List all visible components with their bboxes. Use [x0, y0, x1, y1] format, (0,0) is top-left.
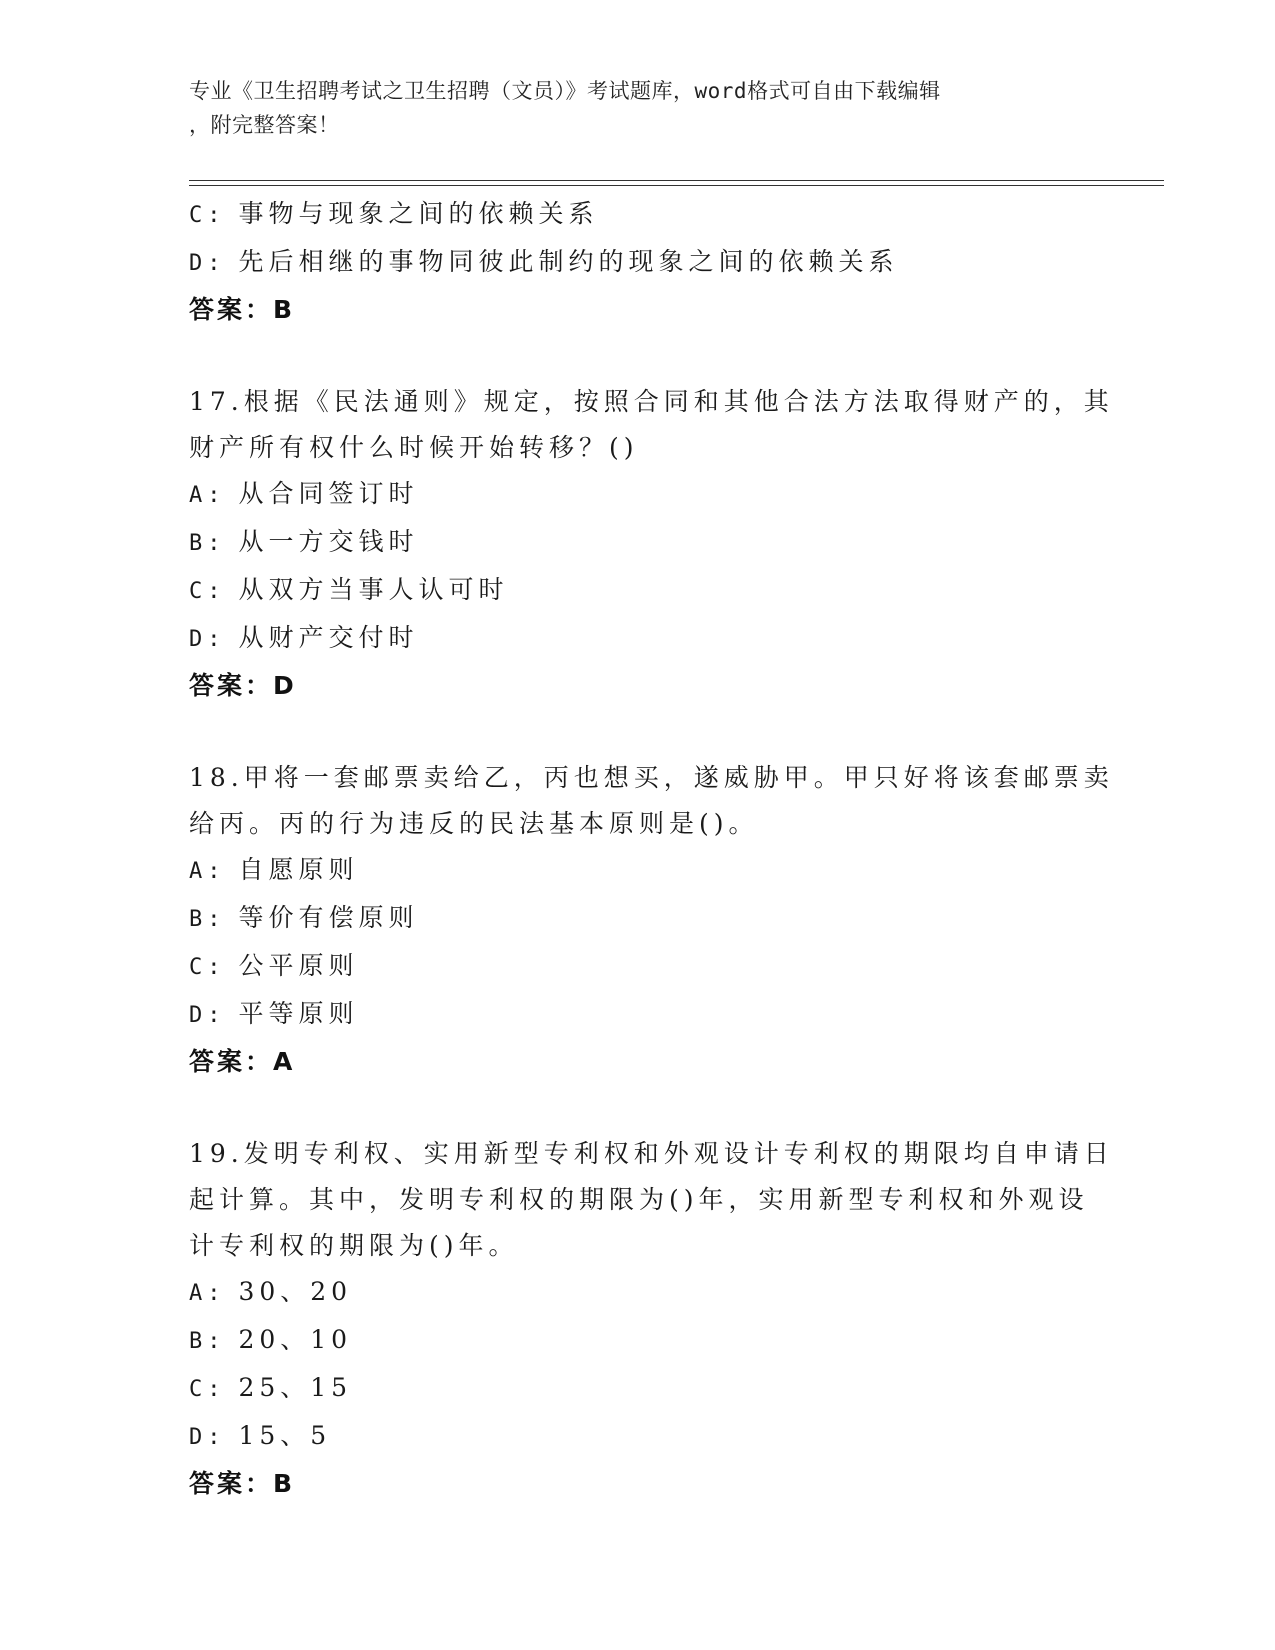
answer-line: 答案：A — [189, 1047, 296, 1076]
question-19 — [189, 1131, 1114, 1507]
option-d: D: 平等原则 — [189, 999, 359, 1028]
header-divider — [189, 180, 1164, 186]
option-a: A: 30、20 — [189, 1277, 353, 1306]
option-c: C: 从双方当事人认可时 — [189, 575, 509, 604]
option-b: B: 从一方交钱时 — [189, 527, 419, 556]
question-list — [189, 191, 1114, 1507]
question-18 — [189, 755, 1114, 1085]
option-a: A: 自愿原则 — [189, 855, 359, 884]
question-stem-line: 给丙。丙的行为违反的民法基本原则是()。 — [189, 809, 759, 838]
option-c: C: 事物与现象之间的依赖关系 — [189, 199, 599, 228]
option-c: C: 公平原则 — [189, 951, 359, 980]
answer-line: 答案：D — [189, 671, 297, 700]
question-stem-line: 17.根据《民法通则》规定，按照合同和其他合法方法取得财产的，其 — [189, 387, 1114, 416]
option-b: B: 20、10 — [189, 1325, 353, 1354]
option-b: B: 等价有偿原则 — [189, 903, 419, 932]
header-line-1: 专业《卫生招聘考试之卫生招聘（文员）》考试题库，word格式可自由下载编辑 — [189, 79, 941, 103]
question-stem-line: 18.甲将一套邮票卖给乙，丙也想买，遂威胁甲。甲只好将该套邮票卖 — [189, 763, 1114, 792]
document-header — [189, 74, 1069, 142]
question-stem-line: 财产所有权什么时候开始转移？() — [189, 433, 639, 462]
option-d: D: 先后相继的事物同彼此制约的现象之间的依赖关系 — [189, 247, 899, 276]
answer-line: 答案：B — [189, 1469, 296, 1498]
question-17 — [189, 379, 1114, 709]
answer-line: 答案：B — [189, 295, 296, 324]
option-d: D: 15、5 — [189, 1421, 332, 1450]
option-d: D: 从财产交付时 — [189, 623, 419, 652]
option-a: A: 从合同签订时 — [189, 479, 419, 508]
option-c: C: 25、15 — [189, 1373, 353, 1402]
question-16-continued — [189, 191, 1089, 333]
header-line-2: ，附完整答案！ — [189, 113, 340, 137]
question-stem-line: 19.发明专利权、实用新型专利权和外观设计专利权的期限均自申请日 — [189, 1139, 1114, 1168]
question-stem-line: 起计算。其中，发明专利权的期限为()年，实用新型专利权和外观设 — [189, 1185, 1089, 1214]
question-stem-line: 计专利权的期限为()年。 — [189, 1231, 519, 1260]
